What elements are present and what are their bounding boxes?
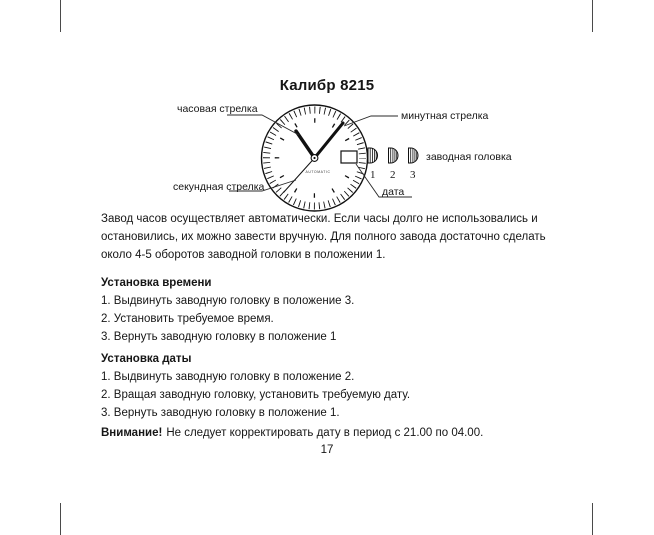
date-window: [341, 151, 357, 163]
crop-mark-bottom-left: [60, 503, 61, 535]
date-setting-step-2: 2. Вращая заводную головку, установить требуемую дату.: [101, 389, 411, 401]
hour-hand-label: часовая стрелка: [177, 103, 258, 115]
crown-position-number-3: 3: [410, 169, 416, 181]
minute-hand-label: минутная стрелка: [401, 110, 489, 122]
watch-movement-diagram: [0, 95, 654, 220]
winding-crown-label: заводная головка: [426, 151, 512, 163]
date-label: дата: [382, 186, 405, 198]
warning-line: [101, 424, 553, 442]
crown-icon-position-2: [389, 148, 399, 163]
time-setting-heading: Установка времени: [101, 277, 212, 289]
warning-text: Не следует корректировать дату в период с 21.00 по 04.00.: [166, 427, 484, 439]
date-setting-step-1: 1. Выдвинуть заводную головку в положение 2.: [101, 371, 355, 383]
second-hand-label: секундная стрелка: [173, 181, 265, 193]
crop-mark-top-left: [60, 0, 61, 32]
crown-position-number-1: 1: [370, 169, 376, 181]
time-setting-section: [101, 274, 553, 346]
intro-paragraph: Завод часов осуществляет автоматически. Если часы долго не использовались и остановились, их можно завести вручную. Для полного завода достаточно сделать около 4-5 оборотов заводной головки в положении 1.: [101, 213, 546, 261]
time-setting-step-1: 1. Выдвинуть заводную головку в положение 3.: [101, 295, 355, 307]
warning-label: Внимание!: [101, 427, 163, 439]
time-setting-step-3: 3. Вернуть заводную головку в положение 1: [101, 331, 337, 343]
hands-hub-dot: [313, 157, 315, 159]
crop-mark-top-right: [592, 0, 593, 32]
date-setting-section: [101, 350, 553, 422]
date-setting-heading: Установка даты: [101, 353, 192, 365]
crop-mark-bottom-right: [592, 503, 593, 535]
dial-text-automatic: AUTOMATIC: [305, 170, 331, 174]
crown-icon-position-3: [409, 148, 419, 163]
page-title: Калибр 8215: [279, 77, 375, 94]
date-setting-step-3: 3. Вернуть заводную головку в положение 1.: [101, 407, 340, 419]
crown-icon-position-1: [368, 148, 378, 163]
time-setting-step-2: 2. Установить требуемое время.: [101, 313, 274, 325]
crown-position-number-2: 2: [390, 169, 396, 181]
page-number: 17: [320, 444, 334, 456]
